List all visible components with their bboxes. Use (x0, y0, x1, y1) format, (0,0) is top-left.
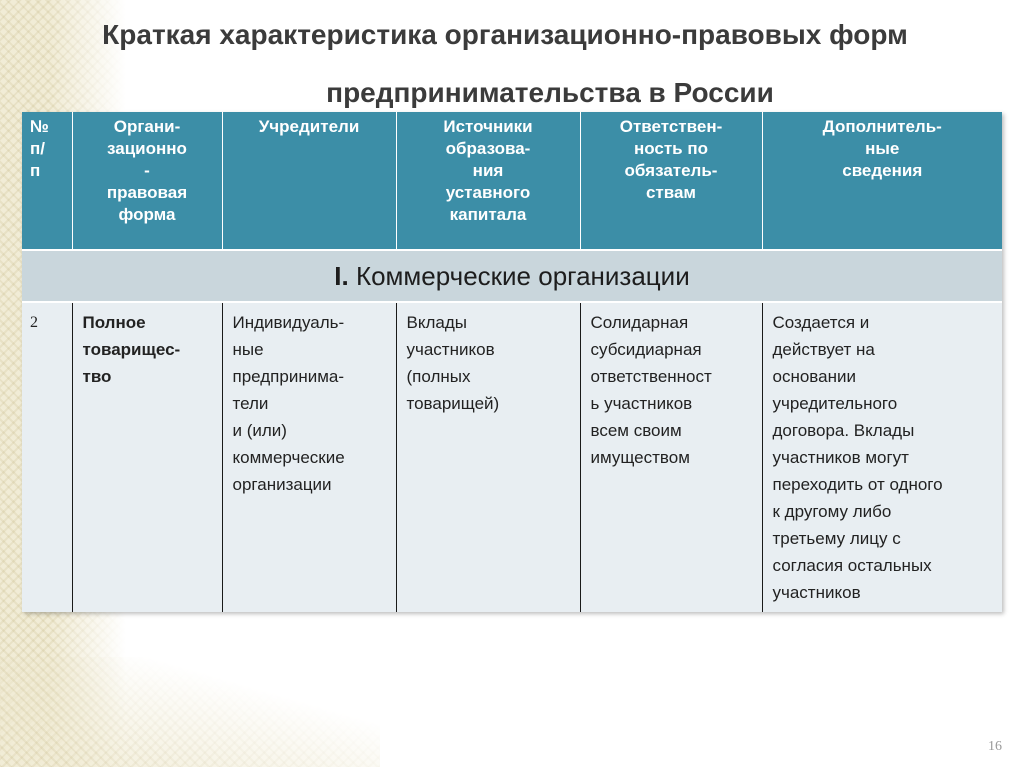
section-heading (22, 250, 1002, 302)
page-number: 16 (988, 739, 1002, 754)
slide-title (40, 6, 990, 122)
section-roman: I. (334, 260, 349, 291)
bottom-texture-decoration (0, 657, 380, 767)
cell-capital-sources: Вклады участников (полных товарищей) (396, 302, 580, 612)
cell-founders: Индивидуаль- ные предпринима- тели и (или) коммерческие организации (222, 302, 396, 612)
header-liability: Ответствен- ность по обязатель- ствам (580, 112, 762, 250)
org-forms-table (22, 112, 1002, 612)
header-capital-sources: Источники образова- ния уставного капитала (396, 112, 580, 250)
cell-org-form: Полное товарищес- тво (72, 302, 222, 612)
slide-title-line1: Краткая характеристика организационно-правовых форм (102, 19, 908, 50)
header-number: № п/ п (22, 112, 72, 250)
header-additional-info: Дополнитель- ные сведения (762, 112, 1002, 250)
cell-additional-info: Создается и действует на основании учредительного договора. Вклады участников могут переходить от одного к другому либо третьему лицу с согласия остальных участников (762, 302, 1002, 612)
table-row (22, 302, 1002, 612)
cell-liability: Солидарная субсидиарная ответственност ь участников всем своим имуществом (580, 302, 762, 612)
cell-number: 2 (22, 302, 72, 612)
section-label: Коммерческие организации (348, 260, 690, 291)
table-header-row (22, 112, 1002, 250)
section-row-commercial (22, 250, 1002, 302)
header-founders: Учредители (222, 112, 396, 250)
header-org-form: Органи- зационно - правовая форма (72, 112, 222, 250)
slide-title-line2: предпринимательства в России (326, 77, 774, 108)
